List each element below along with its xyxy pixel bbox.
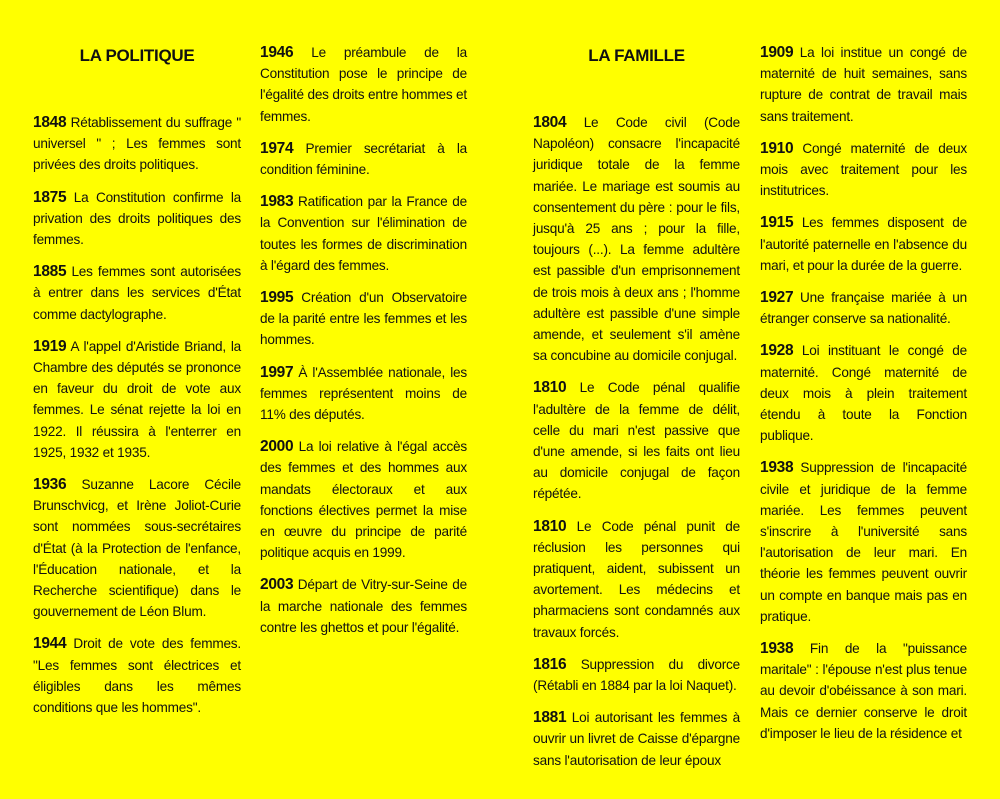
politique-column-right [260,42,467,638]
timeline-entry: 1885 Les femmes sont autorisées à entrer dans les services d'État comme dactylographe. [33,263,241,322]
timeline-entry: 1919 A l'appel d'Aristide Briand, la Chambre des députés se prononce en faveur du droit de vote aux femmes. Le sénat rejette la loi en 1922. Il réussira à l'enterrer en 1925, 1932 et 1935. [33,337,241,460]
timeline-entry: 1909 La loi institue un congé de maternité de huit semaines, sans rupture de contrat de travail mais sans traitement. [760,44,967,124]
timeline-entry: 1944 Droit de vote des femmes. "Les femmes sont électrices et éligibles dans les mêmes conditions que les hommes". [33,635,241,716]
timeline-entry: 1810 Le Code pénal qualifie l'adultère de la femme de délit, celle du mari n'est passive que d'une amende, si les faits ont lieu au domicile conjugal de façon répétée. [533,379,740,502]
famille-column-left [533,0,740,771]
timeline-entry: 1974 Premier secrétariat à la condition féminine. [260,139,467,178]
section-heading-famille: LA FAMILLE [588,46,685,65]
timeline-entry: 1927 Une française mariée à un étranger conserve sa nationalité. [760,289,967,327]
famille-column-right [760,42,967,744]
timeline-entry: 1946 Le préambule de la Constitution pose le principe de l'égalité des droits entre hommes et femmes. [260,44,467,124]
timeline-entry: 1936 Suzanne Lacore Cécile Brunschvicg, et Irène Joliot-Curie sont nommées sous-secrétaires d'État (à la Protection de l'enfance, l'Éducation nationale, et la Recherche scientifique) dans le gouvernement de Léon Blum. [33,476,241,620]
timeline-entry: 1881 Loi autorisant les femmes à ouvrir un livret de Caisse d'épargne sans l'autorisation de leur époux [533,709,740,768]
timeline-entry: 1810 Le Code pénal punit de réclusion les personnes qui pratiquent, aident, subissent un avortement. Les médecins et pharmaciens sont condamnés aux travaux forcés. [533,517,740,640]
timeline-entry: 1983 Ratification par la France de la Convention sur l'élimination de toutes les formes de discrimination à l'égard des femmes. [260,193,467,273]
timeline-entry: 1995 Création d'un Observatoire de la parité entre les femmes et les hommes. [260,289,467,348]
timeline-entry: 1875 La Constitution confirme la privation des droits politiques des femmes. [33,188,241,248]
timeline-entry: 1804 Le Code civil (Code Napoléon) consacre l'incapacité juridique totale de la femme mariée. Le mariage est soumis au consentement du père : pour le fils, jusqu'à 25 ans ; pour la fille, toujours (...). La femme adultère est passible d'un emprisonnement de trois mois à deux ans ; l'homme adultère est passible d'une simple amende, et seulement s'il amène sa concubine au domicile conjugal. [533,114,740,364]
timeline-entry: 2000 La loi relative à l'égal accès des femmes et des hommes aux mandats électoraux et aux fonctions électives permet la mise en œuvre du principe de parité politique acquis en 1999. [260,438,467,561]
timeline-entry: 2003 Départ de Vitry-sur-Seine de la marche nationale des femmes contre les ghettos et pour l'égalité. [260,576,467,635]
timeline-entry: 1915 Les femmes disposent de l'autorité paternelle en l'absence du mari, et pour la durée de la guerre. [760,214,967,273]
timeline-entry: 1997 À l'Assemblée nationale, les femmes représentent moins de 11% des députés. [260,363,467,423]
timeline-entry: 1928 Loi instituant le congé de maternité. Congé maternité de deux mois à plein traitement étendu à toute la Fonction publique. [760,342,967,444]
timeline-entry: 1938 Fin de la "puissance maritale" : l'épouse n'est plus tenue au devoir d'obéissance à son mari. Mais ce dernier conserve le droit d'imposer le lieu de la résidence et [760,640,967,741]
timeline-entry: 1848 Rétablissement du suffrage " universel " ; Les femmes sont privées des droits politiques. [33,114,241,173]
timeline-entry: 1816 Suppression du divorce (Rétabli en 1884 par la loi Naquet). [533,655,740,694]
section-heading-politique: LA POLITIQUE [79,46,195,65]
politique-column-left [33,0,241,718]
timeline-entry: 1910 Congé maternité de deux mois avec traitement pour les institutrices. [760,139,967,199]
timeline-entry: 1938 Suppression de l'incapacité civile et juridique de la femme mariée. Les femmes peuvent s'inscrire à l'université sans l'autorisation de leur mari. En théorie les femmes peuvent ouvrir un compte en banque mais pas en pratique. [760,459,967,624]
